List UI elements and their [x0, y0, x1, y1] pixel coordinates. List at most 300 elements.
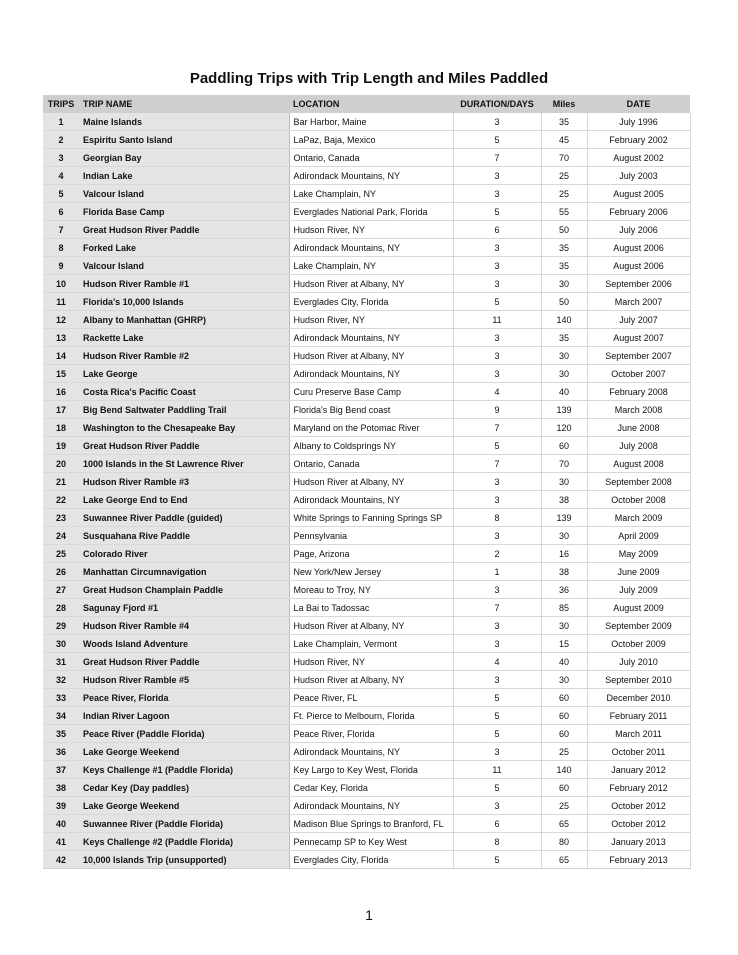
table-row: [43, 617, 690, 635]
trip-miles-cell: 30: [541, 473, 587, 491]
trip-date-cell: August 2006: [587, 239, 690, 257]
trip-miles-cell: 70: [541, 149, 587, 167]
trip-number-cell: 9: [43, 257, 79, 275]
trip-name-cell: Hudson River Ramble #5: [79, 671, 289, 689]
trip-name-cell: Espiritu Santo Island: [79, 131, 289, 149]
table-row: [43, 221, 690, 239]
trip-number-cell: 6: [43, 203, 79, 221]
trip-location-cell: Adirondack Mountains, NY: [289, 365, 453, 383]
trip-name-cell: Suwannee River (Paddle Florida): [79, 815, 289, 833]
trip-miles-cell: 65: [541, 851, 587, 869]
trip-date-cell: September 2010: [587, 671, 690, 689]
col-header-trips: TRIPS: [43, 95, 79, 113]
trip-number-cell: 26: [43, 563, 79, 581]
table-row: [43, 113, 690, 131]
trip-name-cell: Lake George Weekend: [79, 797, 289, 815]
trip-date-cell: September 2008: [587, 473, 690, 491]
trip-name-cell: Lake George: [79, 365, 289, 383]
trip-name-cell: Indian Lake: [79, 167, 289, 185]
trip-number-cell: 35: [43, 725, 79, 743]
trip-miles-cell: 55: [541, 203, 587, 221]
table-row: [43, 419, 690, 437]
trip-number-cell: 34: [43, 707, 79, 725]
trip-date-cell: July 2008: [587, 437, 690, 455]
trip-duration-cell: 9: [453, 401, 541, 419]
trip-name-cell: Indian River Lagoon: [79, 707, 289, 725]
col-header-date: DATE: [587, 95, 690, 113]
trip-miles-cell: 35: [541, 113, 587, 131]
trip-number-cell: 42: [43, 851, 79, 869]
trip-duration-cell: 5: [453, 293, 541, 311]
table-row: [43, 671, 690, 689]
trip-miles-cell: 139: [541, 401, 587, 419]
trip-location-cell: Hudson River, NY: [289, 221, 453, 239]
trip-duration-cell: 3: [453, 491, 541, 509]
trip-duration-cell: 5: [453, 851, 541, 869]
trip-duration-cell: 5: [453, 707, 541, 725]
trip-miles-cell: 140: [541, 311, 587, 329]
trip-miles-cell: 40: [541, 383, 587, 401]
trip-name-cell: Big Bend Saltwater Paddling Trail: [79, 401, 289, 419]
trip-duration-cell: 1: [453, 563, 541, 581]
trip-miles-cell: 36: [541, 581, 587, 599]
trip-number-cell: 28: [43, 599, 79, 617]
trip-name-cell: Great Hudson River Paddle: [79, 437, 289, 455]
table-row: [43, 581, 690, 599]
trip-name-cell: Valcour Island: [79, 185, 289, 203]
page-title: Paddling Trips with Trip Length and Miles Paddled: [189, 70, 549, 87]
trip-miles-cell: 38: [541, 563, 587, 581]
trip-name-cell: Great Hudson River Paddle: [79, 653, 289, 671]
trip-miles-cell: 120: [541, 419, 587, 437]
trip-location-cell: White Springs to Fanning Springs SP: [289, 509, 453, 527]
trip-number-cell: 11: [43, 293, 79, 311]
trip-location-cell: Peace River, FL: [289, 689, 453, 707]
trip-duration-cell: 2: [453, 545, 541, 563]
table-row: [43, 275, 690, 293]
trip-miles-cell: 25: [541, 797, 587, 815]
trip-name-cell: Forked Lake: [79, 239, 289, 257]
trip-miles-cell: 35: [541, 239, 587, 257]
trip-number-cell: 22: [43, 491, 79, 509]
trip-location-cell: Adirondack Mountains, NY: [289, 797, 453, 815]
trip-miles-cell: 65: [541, 815, 587, 833]
trip-location-cell: Madison Blue Springs to Branford, FL: [289, 815, 453, 833]
trip-miles-cell: 35: [541, 329, 587, 347]
table-row: [43, 383, 690, 401]
trip-name-cell: Florida Base Camp: [79, 203, 289, 221]
trip-duration-cell: 4: [453, 653, 541, 671]
trip-location-cell: Ontario, Canada: [289, 149, 453, 167]
trip-duration-cell: 3: [453, 257, 541, 275]
trip-location-cell: Everglades National Park, Florida: [289, 203, 453, 221]
trip-name-cell: Costa Rica's Pacific Coast: [79, 383, 289, 401]
table-row: [43, 761, 690, 779]
table-row: [43, 509, 690, 527]
trip-miles-cell: 30: [541, 671, 587, 689]
trip-date-cell: February 2012: [587, 779, 690, 797]
trip-number-cell: 13: [43, 329, 79, 347]
trip-duration-cell: 4: [453, 383, 541, 401]
trip-duration-cell: 5: [453, 779, 541, 797]
trip-date-cell: December 2010: [587, 689, 690, 707]
trip-miles-cell: 50: [541, 221, 587, 239]
trip-number-cell: 4: [43, 167, 79, 185]
trip-location-cell: Pennecamp SP to Key West: [289, 833, 453, 851]
col-header-duration: DURATION/DAYS: [453, 95, 541, 113]
table-row: [43, 527, 690, 545]
trip-location-cell: Maryland on the Potomac River: [289, 419, 453, 437]
trip-location-cell: Page, Arizona: [289, 545, 453, 563]
trip-location-cell: Hudson River, NY: [289, 653, 453, 671]
trip-duration-cell: 7: [453, 149, 541, 167]
trip-name-cell: Georgian Bay: [79, 149, 289, 167]
trip-date-cell: January 2012: [587, 761, 690, 779]
table-row: [43, 257, 690, 275]
table-row: [43, 329, 690, 347]
trip-duration-cell: 3: [453, 275, 541, 293]
table-row: [43, 203, 690, 221]
trip-date-cell: September 2009: [587, 617, 690, 635]
trip-duration-cell: 8: [453, 833, 541, 851]
trip-name-cell: Woods Island Adventure: [79, 635, 289, 653]
trip-name-cell: Sagunay Fjord #1: [79, 599, 289, 617]
table-row: [43, 365, 690, 383]
trip-date-cell: February 2011: [587, 707, 690, 725]
trip-number-cell: 40: [43, 815, 79, 833]
col-header-trip-name: TRIP NAME: [79, 95, 289, 113]
trip-miles-cell: 60: [541, 689, 587, 707]
trip-miles-cell: 16: [541, 545, 587, 563]
trip-miles-cell: 60: [541, 725, 587, 743]
trip-number-cell: 33: [43, 689, 79, 707]
trip-duration-cell: 5: [453, 203, 541, 221]
trip-miles-cell: 30: [541, 617, 587, 635]
trip-name-cell: Florida's 10,000 Islands: [79, 293, 289, 311]
trip-number-cell: 25: [43, 545, 79, 563]
trip-name-cell: Albany to Manhattan (GHRP): [79, 311, 289, 329]
table-body: [43, 113, 690, 869]
trip-duration-cell: 3: [453, 329, 541, 347]
trip-duration-cell: 6: [453, 815, 541, 833]
trip-location-cell: Hudson River at Albany, NY: [289, 473, 453, 491]
trip-duration-cell: 5: [453, 131, 541, 149]
trip-number-cell: 8: [43, 239, 79, 257]
trip-duration-cell: 3: [453, 671, 541, 689]
trip-date-cell: July 2006: [587, 221, 690, 239]
table-row: [43, 653, 690, 671]
trip-miles-cell: 60: [541, 779, 587, 797]
trip-number-cell: 29: [43, 617, 79, 635]
table-row: [43, 833, 690, 851]
trip-location-cell: Adirondack Mountains, NY: [289, 329, 453, 347]
trip-number-cell: 38: [43, 779, 79, 797]
trip-number-cell: 27: [43, 581, 79, 599]
table-row: [43, 797, 690, 815]
trip-date-cell: July 2009: [587, 581, 690, 599]
trip-miles-cell: 70: [541, 455, 587, 473]
trip-location-cell: Peace River, Florida: [289, 725, 453, 743]
trip-number-cell: 20: [43, 455, 79, 473]
trip-miles-cell: 30: [541, 365, 587, 383]
trip-name-cell: Lake George Weekend: [79, 743, 289, 761]
trip-location-cell: Curu Preserve Base Camp: [289, 383, 453, 401]
trip-duration-cell: 3: [453, 527, 541, 545]
table-row: [43, 437, 690, 455]
trip-date-cell: August 2002: [587, 149, 690, 167]
trip-location-cell: La Bai to Tadossac: [289, 599, 453, 617]
table-row: [43, 851, 690, 869]
table-row: [43, 491, 690, 509]
trip-duration-cell: 3: [453, 113, 541, 131]
trip-duration-cell: 7: [453, 455, 541, 473]
trip-name-cell: 10,000 Islands Trip (unsupported): [79, 851, 289, 869]
trip-date-cell: June 2009: [587, 563, 690, 581]
trip-miles-cell: 40: [541, 653, 587, 671]
trip-name-cell: Valcour Island: [79, 257, 289, 275]
trip-date-cell: February 2006: [587, 203, 690, 221]
trip-duration-cell: 3: [453, 365, 541, 383]
table-row: [43, 779, 690, 797]
trip-date-cell: March 2007: [587, 293, 690, 311]
trip-number-cell: 39: [43, 797, 79, 815]
trip-date-cell: September 2006: [587, 275, 690, 293]
trip-location-cell: Hudson River at Albany, NY: [289, 275, 453, 293]
trip-location-cell: Key Largo to Key West, Florida: [289, 761, 453, 779]
trip-miles-cell: 60: [541, 707, 587, 725]
table-row: [43, 149, 690, 167]
trip-date-cell: February 2008: [587, 383, 690, 401]
trip-location-cell: Adirondack Mountains, NY: [289, 239, 453, 257]
trip-date-cell: October 2012: [587, 815, 690, 833]
table-row: [43, 185, 690, 203]
trip-number-cell: 30: [43, 635, 79, 653]
trip-location-cell: Lake Champlain, NY: [289, 257, 453, 275]
trip-miles-cell: 25: [541, 167, 587, 185]
trip-miles-cell: 30: [541, 347, 587, 365]
trip-location-cell: Hudson River at Albany, NY: [289, 347, 453, 365]
trip-date-cell: July 2007: [587, 311, 690, 329]
trip-duration-cell: 3: [453, 743, 541, 761]
table-row: [43, 725, 690, 743]
table-row: [43, 293, 690, 311]
trip-name-cell: 1000 Islands in the St Lawrence River: [79, 455, 289, 473]
trip-name-cell: Great Hudson Champlain Paddle: [79, 581, 289, 599]
trip-location-cell: Hudson River at Albany, NY: [289, 617, 453, 635]
trip-date-cell: January 2013: [587, 833, 690, 851]
trip-name-cell: Cedar Key (Day paddles): [79, 779, 289, 797]
trip-name-cell: Colorado River: [79, 545, 289, 563]
table-row: [43, 815, 690, 833]
trip-location-cell: Adirondack Mountains, NY: [289, 167, 453, 185]
trip-number-cell: 18: [43, 419, 79, 437]
trip-date-cell: March 2009: [587, 509, 690, 527]
table-row: [43, 347, 690, 365]
trip-location-cell: Florida's Big Bend coast: [289, 401, 453, 419]
trip-date-cell: August 2006: [587, 257, 690, 275]
trip-miles-cell: 38: [541, 491, 587, 509]
trip-name-cell: Keys Challenge #2 (Paddle Florida): [79, 833, 289, 851]
trip-number-cell: 19: [43, 437, 79, 455]
trip-location-cell: Hudson River, NY: [289, 311, 453, 329]
table-row: [43, 563, 690, 581]
trip-date-cell: February 2002: [587, 131, 690, 149]
trip-duration-cell: 7: [453, 419, 541, 437]
table-row: [43, 635, 690, 653]
trip-date-cell: October 2008: [587, 491, 690, 509]
trip-miles-cell: 30: [541, 275, 587, 293]
trip-duration-cell: 3: [453, 473, 541, 491]
trip-duration-cell: 11: [453, 311, 541, 329]
trip-miles-cell: 140: [541, 761, 587, 779]
trip-location-cell: Bar Harbor, Maine: [289, 113, 453, 131]
trip-name-cell: Peace River, Florida: [79, 689, 289, 707]
trip-date-cell: February 2013: [587, 851, 690, 869]
trip-number-cell: 10: [43, 275, 79, 293]
trip-number-cell: 15: [43, 365, 79, 383]
trip-location-cell: Cedar Key, Florida: [289, 779, 453, 797]
trip-date-cell: July 2003: [587, 167, 690, 185]
trip-miles-cell: 30: [541, 527, 587, 545]
trip-number-cell: 37: [43, 761, 79, 779]
trip-number-cell: 23: [43, 509, 79, 527]
trip-name-cell: Hudson River Ramble #3: [79, 473, 289, 491]
trip-date-cell: April 2009: [587, 527, 690, 545]
trip-date-cell: October 2012: [587, 797, 690, 815]
trip-name-cell: Maine Islands: [79, 113, 289, 131]
table-row: [43, 455, 690, 473]
trip-location-cell: New York/New Jersey: [289, 563, 453, 581]
trip-date-cell: July 2010: [587, 653, 690, 671]
trip-name-cell: Washington to the Chesapeake Bay: [79, 419, 289, 437]
trip-location-cell: Lake Champlain, Vermont: [289, 635, 453, 653]
trip-name-cell: Rackette Lake: [79, 329, 289, 347]
trip-location-cell: Ft. Pierce to Melbourn, Florida: [289, 707, 453, 725]
trip-duration-cell: 3: [453, 347, 541, 365]
trip-duration-cell: 8: [453, 509, 541, 527]
table-row: [43, 131, 690, 149]
table-row: [43, 689, 690, 707]
trip-date-cell: March 2008: [587, 401, 690, 419]
page-number: 1: [365, 907, 373, 923]
trip-date-cell: August 2009: [587, 599, 690, 617]
trip-date-cell: August 2008: [587, 455, 690, 473]
trip-number-cell: 14: [43, 347, 79, 365]
trip-number-cell: 3: [43, 149, 79, 167]
trip-duration-cell: 3: [453, 581, 541, 599]
trip-miles-cell: 85: [541, 599, 587, 617]
trip-duration-cell: 3: [453, 617, 541, 635]
trip-location-cell: Albany to Coldsprings NY: [289, 437, 453, 455]
table-row: [43, 707, 690, 725]
trip-name-cell: Keys Challenge #1 (Paddle Florida): [79, 761, 289, 779]
trip-duration-cell: 3: [453, 239, 541, 257]
trip-location-cell: Ontario, Canada: [289, 455, 453, 473]
trip-location-cell: Adirondack Mountains, NY: [289, 491, 453, 509]
table-row: [43, 743, 690, 761]
table-row: [43, 401, 690, 419]
trip-miles-cell: 25: [541, 743, 587, 761]
trip-date-cell: June 2008: [587, 419, 690, 437]
trip-number-cell: 2: [43, 131, 79, 149]
trip-duration-cell: 7: [453, 599, 541, 617]
trip-name-cell: Susquahana Rive Paddle: [79, 527, 289, 545]
trip-number-cell: 36: [43, 743, 79, 761]
trip-date-cell: May 2009: [587, 545, 690, 563]
trip-duration-cell: 6: [453, 221, 541, 239]
trip-miles-cell: 80: [541, 833, 587, 851]
trip-number-cell: 24: [43, 527, 79, 545]
trip-number-cell: 17: [43, 401, 79, 419]
trip-location-cell: Pennsylvania: [289, 527, 453, 545]
trip-name-cell: Great Hudson River Paddle: [79, 221, 289, 239]
trip-miles-cell: 50: [541, 293, 587, 311]
trip-duration-cell: 5: [453, 689, 541, 707]
trip-date-cell: August 2005: [587, 185, 690, 203]
trip-name-cell: Lake George End to End: [79, 491, 289, 509]
trip-name-cell: Hudson River Ramble #2: [79, 347, 289, 365]
trip-duration-cell: 3: [453, 797, 541, 815]
trip-duration-cell: 3: [453, 635, 541, 653]
trip-date-cell: October 2009: [587, 635, 690, 653]
trip-location-cell: LaPaz, Baja, Mexico: [289, 131, 453, 149]
trip-name-cell: Peace River (Paddle Florida): [79, 725, 289, 743]
trip-name-cell: Hudson River Ramble #1: [79, 275, 289, 293]
trip-date-cell: July 1996: [587, 113, 690, 131]
trip-miles-cell: 139: [541, 509, 587, 527]
trip-number-cell: 7: [43, 221, 79, 239]
trip-date-cell: March 2011: [587, 725, 690, 743]
trip-number-cell: 41: [43, 833, 79, 851]
table-row: [43, 545, 690, 563]
trip-duration-cell: 3: [453, 185, 541, 203]
table-row: [43, 473, 690, 491]
trip-miles-cell: 35: [541, 257, 587, 275]
trip-miles-cell: 15: [541, 635, 587, 653]
trip-date-cell: October 2007: [587, 365, 690, 383]
trip-name-cell: Manhattan Circumnavigation: [79, 563, 289, 581]
trip-location-cell: Adirondack Mountains, NY: [289, 743, 453, 761]
trips-table: [43, 95, 691, 869]
trip-date-cell: October 2011: [587, 743, 690, 761]
trip-miles-cell: 45: [541, 131, 587, 149]
table-header-row: [43, 95, 690, 113]
trip-number-cell: 12: [43, 311, 79, 329]
trip-number-cell: 16: [43, 383, 79, 401]
table-row: [43, 599, 690, 617]
trip-number-cell: 31: [43, 653, 79, 671]
trip-date-cell: August 2007: [587, 329, 690, 347]
trip-location-cell: Hudson River at Albany, NY: [289, 671, 453, 689]
table-row: [43, 167, 690, 185]
trip-location-cell: Moreau to Troy, NY: [289, 581, 453, 599]
trip-location-cell: Lake Champlain, NY: [289, 185, 453, 203]
trip-miles-cell: 25: [541, 185, 587, 203]
trip-duration-cell: 5: [453, 437, 541, 455]
table-row: [43, 239, 690, 257]
trip-name-cell: Suwannee River Paddle (guided): [79, 509, 289, 527]
table-row: [43, 311, 690, 329]
trip-duration-cell: 5: [453, 725, 541, 743]
trip-location-cell: Everglades City, Florida: [289, 851, 453, 869]
trip-number-cell: 5: [43, 185, 79, 203]
trip-number-cell: 1: [43, 113, 79, 131]
col-header-miles: Miles: [541, 95, 587, 113]
trip-name-cell: Hudson River Ramble #4: [79, 617, 289, 635]
trip-duration-cell: 3: [453, 167, 541, 185]
trip-location-cell: Everglades City, Florida: [289, 293, 453, 311]
trip-date-cell: September 2007: [587, 347, 690, 365]
